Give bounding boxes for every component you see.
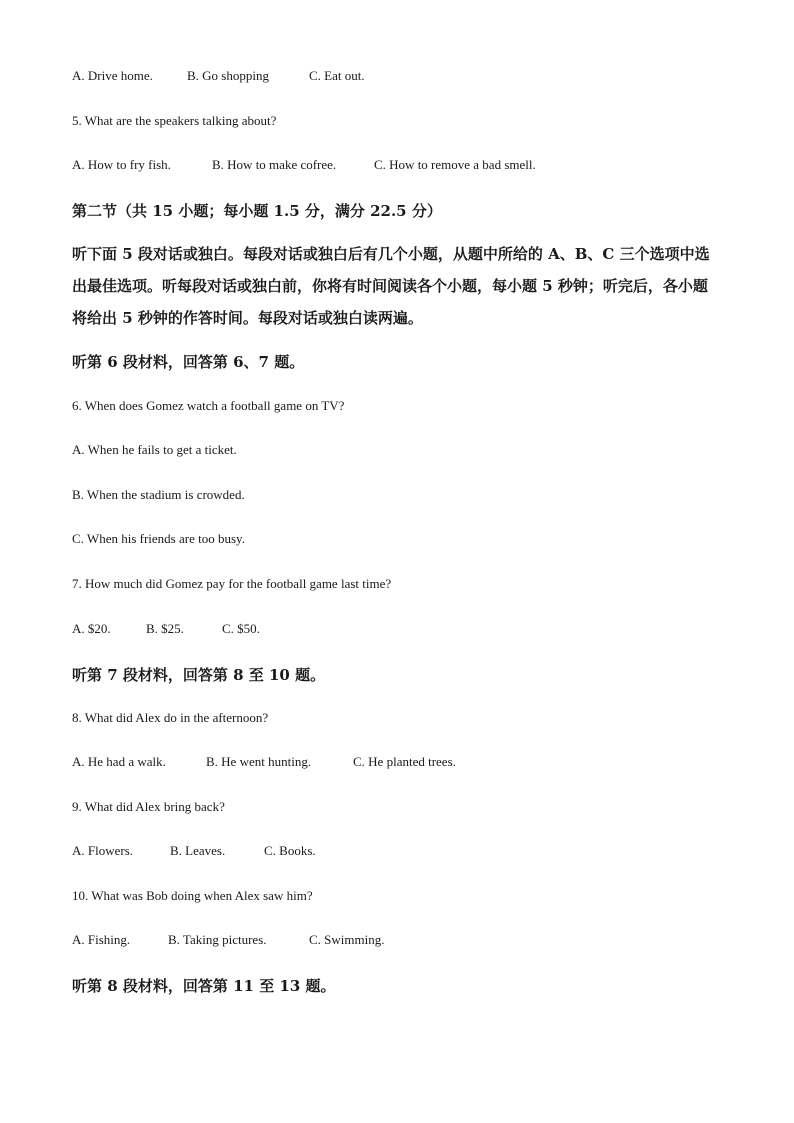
option-a: A. Drive home. [72,68,153,83]
q8-options [72,754,456,770]
option-c: C. He planted trees. [353,754,456,769]
option-b: B. Taking pictures. [168,932,267,947]
question-10: 10. What was Bob doing when Alex saw him? [72,888,313,903]
q4-options [72,68,365,84]
option-c: C. How to remove a bad smell. [374,157,536,172]
option-b: B. How to make cofree. [212,157,337,172]
q9-options [72,843,316,859]
question-6-option-a: A. When he fails to get a ticket. [72,442,237,457]
option-a: A. He had a walk. [72,754,166,769]
option-b: B. Go shopping [187,68,269,83]
question-6-option-c: C. When his friends are too busy. [72,531,245,546]
question-5: 5. What are the speakers talking about? [72,113,277,128]
option-b: B. Leaves. [170,843,226,858]
question-7: 7. How much did Gomez pay for the football game last time? [72,576,392,591]
section-instructions: 听下面 5 段对话或独白。每段对话或独白后有几个小题，从题中所给的 A、B、C 三个选项中选出最佳选项。听每段对话或独白前，你将有时间阅读各个小题，每小题 5 秒钟；听完后，各小题将给出 5 秒钟的作答时间。每段对话或独白读两遍。 [72,245,710,327]
option-b: B. He went hunting. [206,754,312,769]
question-8: 8. What did Alex do in the afternoon? [72,710,269,725]
option-a: A. How to fry fish. [72,157,171,172]
q5-options [72,157,536,173]
option-c: C. Swimming. [309,932,385,947]
option-a: A. Fishing. [72,932,131,947]
option-c: C. Eat out. [309,68,365,83]
section-heading: 第二节（共 15 小题；每小题 1.5 分，满分 22.5 分） [72,202,442,220]
material-heading: 听第 6 段材料，回答第 6、7 题。 [72,353,305,371]
option-c: C. $50. [222,621,260,636]
option-c: C. Books. [264,843,316,858]
q7-options [72,621,260,637]
q10-options [72,932,385,948]
material-heading: 听第 7 段材料，回答第 8 至 10 题。 [72,666,326,684]
option-a: A. $20. [72,621,111,636]
question-6-option-b: B. When the stadium is crowded. [72,487,245,502]
question-6: 6. When does Gomez watch a football game on TV? [72,398,345,413]
material-heading: 听第 8 段材料，回答第 11 至 13 题。 [72,977,336,995]
option-a: A. Flowers. [72,843,134,858]
option-b: B. $25. [146,621,184,636]
question-9: 9. What did Alex bring back? [72,799,225,814]
